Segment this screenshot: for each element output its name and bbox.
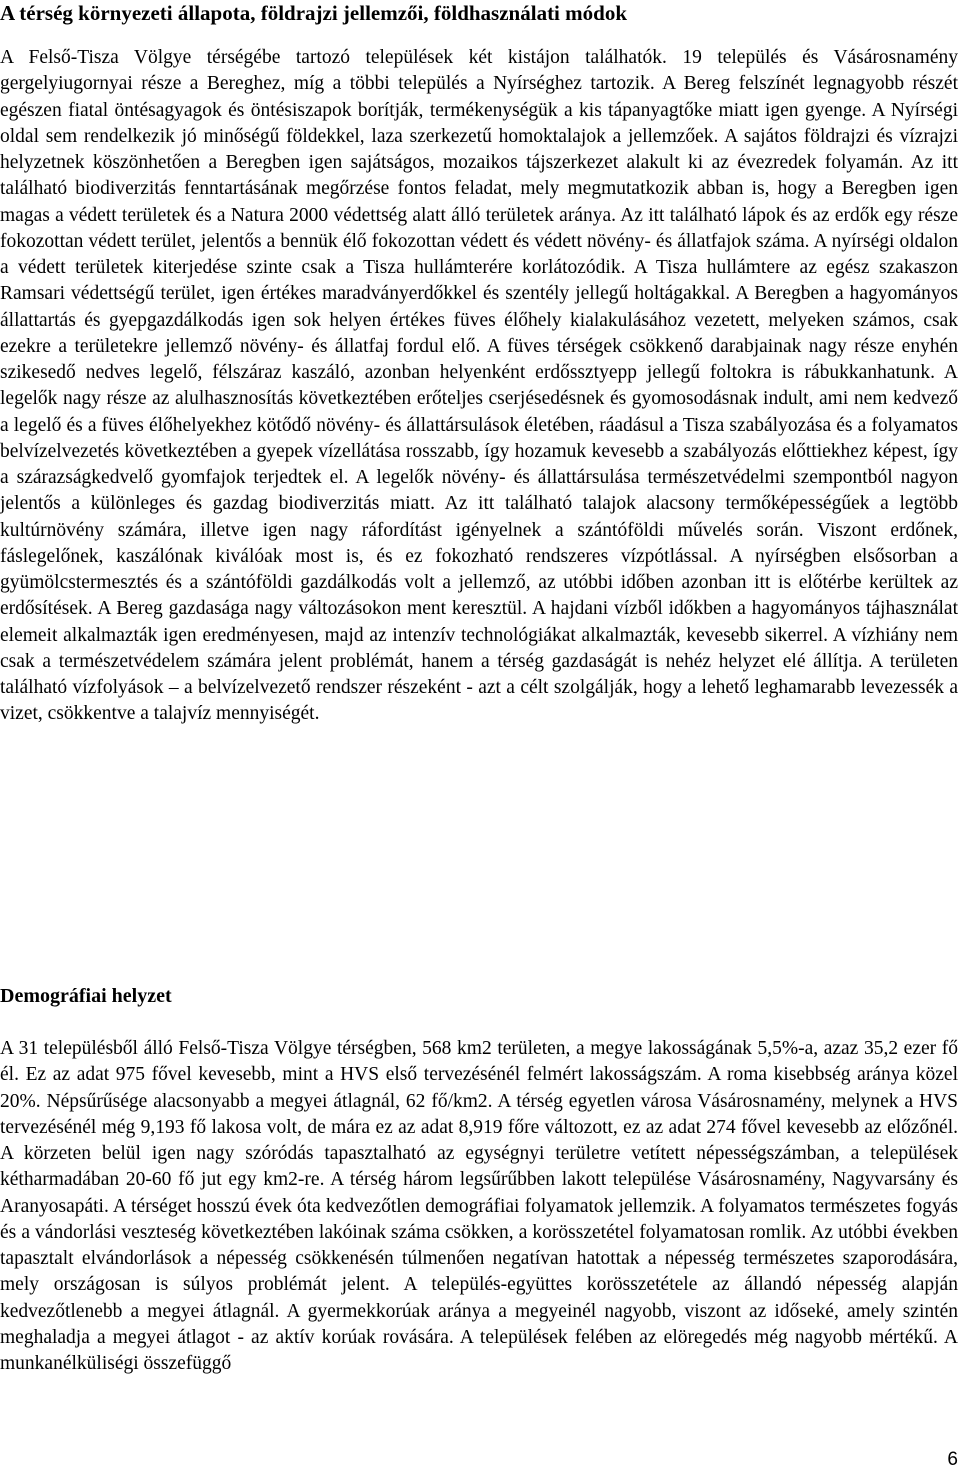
section-heading-demography: Demográfiai helyzet bbox=[0, 985, 172, 1007]
page-number: 6 bbox=[947, 1449, 958, 1470]
page-title: A térség környezeti állapota, földrajzi jellemzői, földhasználati módok bbox=[0, 1, 627, 25]
demography-paragraph: A 31 településből álló Felső-Tisza Völgye térségben, 568 km2 területen, a megye lakosságának 5,5%-a, azaz 35,2 ezer fő él. Ez az adat 975 fővel kevesebb, mint a HVS első tervezésénél felmért lakosságszám. A roma kisebbség aránya közel 20%. Népsűrűsége alacsonyabb a megyei átlagnál, 62 fő/km2. A térség egyetlen városa Vásárosnamény, melynek a HVS tervezésénél még 9,193 fő lakosa volt, de mára ez az adat 8,919 főre változott, ez az adat 274 fővel kevesebb az előzőnél. A körzeten belül igen nagy szóródás tapasztalható az egységnyi területre vetített népességszámban, a települések kétharmadában 20-60 fő jut egy km2-re. A térség három legsűrűbben lakott települése Vásárosnamény, Nagyvarsány és Aranyosapáti. A térséget hosszú évek óta kedvezőtlen demográfiai folyamatok jellemzik. A folyamatos természetes fogyás és a vándorlási veszteség következtében lakóinak száma csökken, a korösszetétel folyamatosan romlik. Az utóbbi években tapasztalt elvándorlások a népesség csökkenésén túlmenően negatívan hatottak a népesség természetes szaporodására, mely országosan is súlyos problémát jelent. A település-együttes korösszetétele az állandó népesség alapján kedvezőtlenebb a megyei átlagnál. A gyermekkorúak aránya a megyeinél nagyobb, viszont az időseké, amely szintén meghaladja a megyei átlagot - az aktív korúak rovására. A települések felében az elöregedés még nagyobb mértékű. A munkanélküliségi összefüggő bbox=[0, 1038, 958, 1374]
environment-paragraph: A Felső-Tisza Völgye térségébe tartozó települések két kistájon találhatók. 19 település és Vásárosnamény gergelyiugornyai része a Bereghez, míg a többi település a Nyírséghez tartozik. A Bereg felszínét legnagyobb részét egészen fiatal öntésagyagok és öntésiszapok borítják, termékenységük a kis tápanyagtőke miatt igen gyenge. A Nyírségi oldal sem rendelkezik jó minőségű földekkel, laza szerkezetű homoktalajok a jellemzőek. A sajátos földrajzi és vízrajzi helyzetnek köszönhetően a Beregben igen sajátságos, mozaikos tájszerkezet alakult ki az évezredek folyamán. Az itt található biodiverzitás fenntartásának megőrzése fontos feladat, mely megmutatkozik abban is, hogy a Beregben igen magas a védett területek és a Natura 2000 védettség alatt álló területek aránya. Az itt található lápok és az erdők egy része fokozottan védett terület, jelentős a bennük élő fokozottan védett és védett növény- és állatfajok száma. A nyírségi oldalon a védett területek kiterjedése szinte csak a Tisza hullámterére korlátozódik. A Tisza hullámtere az egész szakaszon Ramsari védettségű terület, igen értékes maradványerdőkkel és szentély jellegű holtágakkal. A Beregben a hagyományos állattartás és gyepgazdálkodás igen sok helyen értékes füves élőhely kialakulásához vezetett, melyeken számos, csak ezekre a területekre jellemző növény- és állatfaj fordul elő. A füves térségek csökkenő darabjainak nagy része enyhén szikesedő nedves legelő, félszáraz kaszáló, azonban helyenként erdőssztyepp jellegű foltokra is rábukkanhatunk. A legelők nagy része az alulhasznosítás következtében erőteljes cserjésedésnek és gyomosodásnak indult, ami nem kedvező a legelő és a füves élőhelyekhez kötődő növény- és állattársulások életében, ráadásul a Tisza szabályozása és a folyamatos belvízelvezetés következtében a gyepek vízellátása rosszabb, így hozamuk kevesebb a szabályozás előttiekhez képest, így a szárazságkedvelő gyomfajok terjedtek el. A legelők növény- és állattársulása természetvédelmi szempontból nagyon jelentős a különleges és gazdag biodiverzitás miatt. Az itt található talajok alacsony termőképességűek a legtöbb kultúrnövény számára, illetve igen nagy ráfordítást igényelnek a szántóföldi művelés során. Viszont erdőnek, fáslegelőnek, kaszálónak kiválóak most is, és ez fokozható rendszeres vízpótlással. A nyírségben elsősorban a gyümölcstermesztés és a szántóföldi gazdálkodás volt a jellemző, az utóbbi időben azonban itt is előtérbe kerültek az erdősítések. A Bereg gazdasága nagy változásokon ment keresztül. A hajdani vízből időkben a hagyományos tájhasználat elemeit alkalmazták igen eredményesen, majd az intenzív technológiákat alkalmazták, kevesebb sikerrel. A vízhiány nem csak a természetvédelem számára jelent problémát, hanem a térség gazdaságát is nehéz helyzet elé állítja. A területen található vízfolyások – a belvízelvezető rendszer részeként - azt a célt szolgálják, hogy a lehető leghamarabb levezessék a vizet, csökkentve a talajvíz mennyiségét. bbox=[0, 47, 958, 725]
